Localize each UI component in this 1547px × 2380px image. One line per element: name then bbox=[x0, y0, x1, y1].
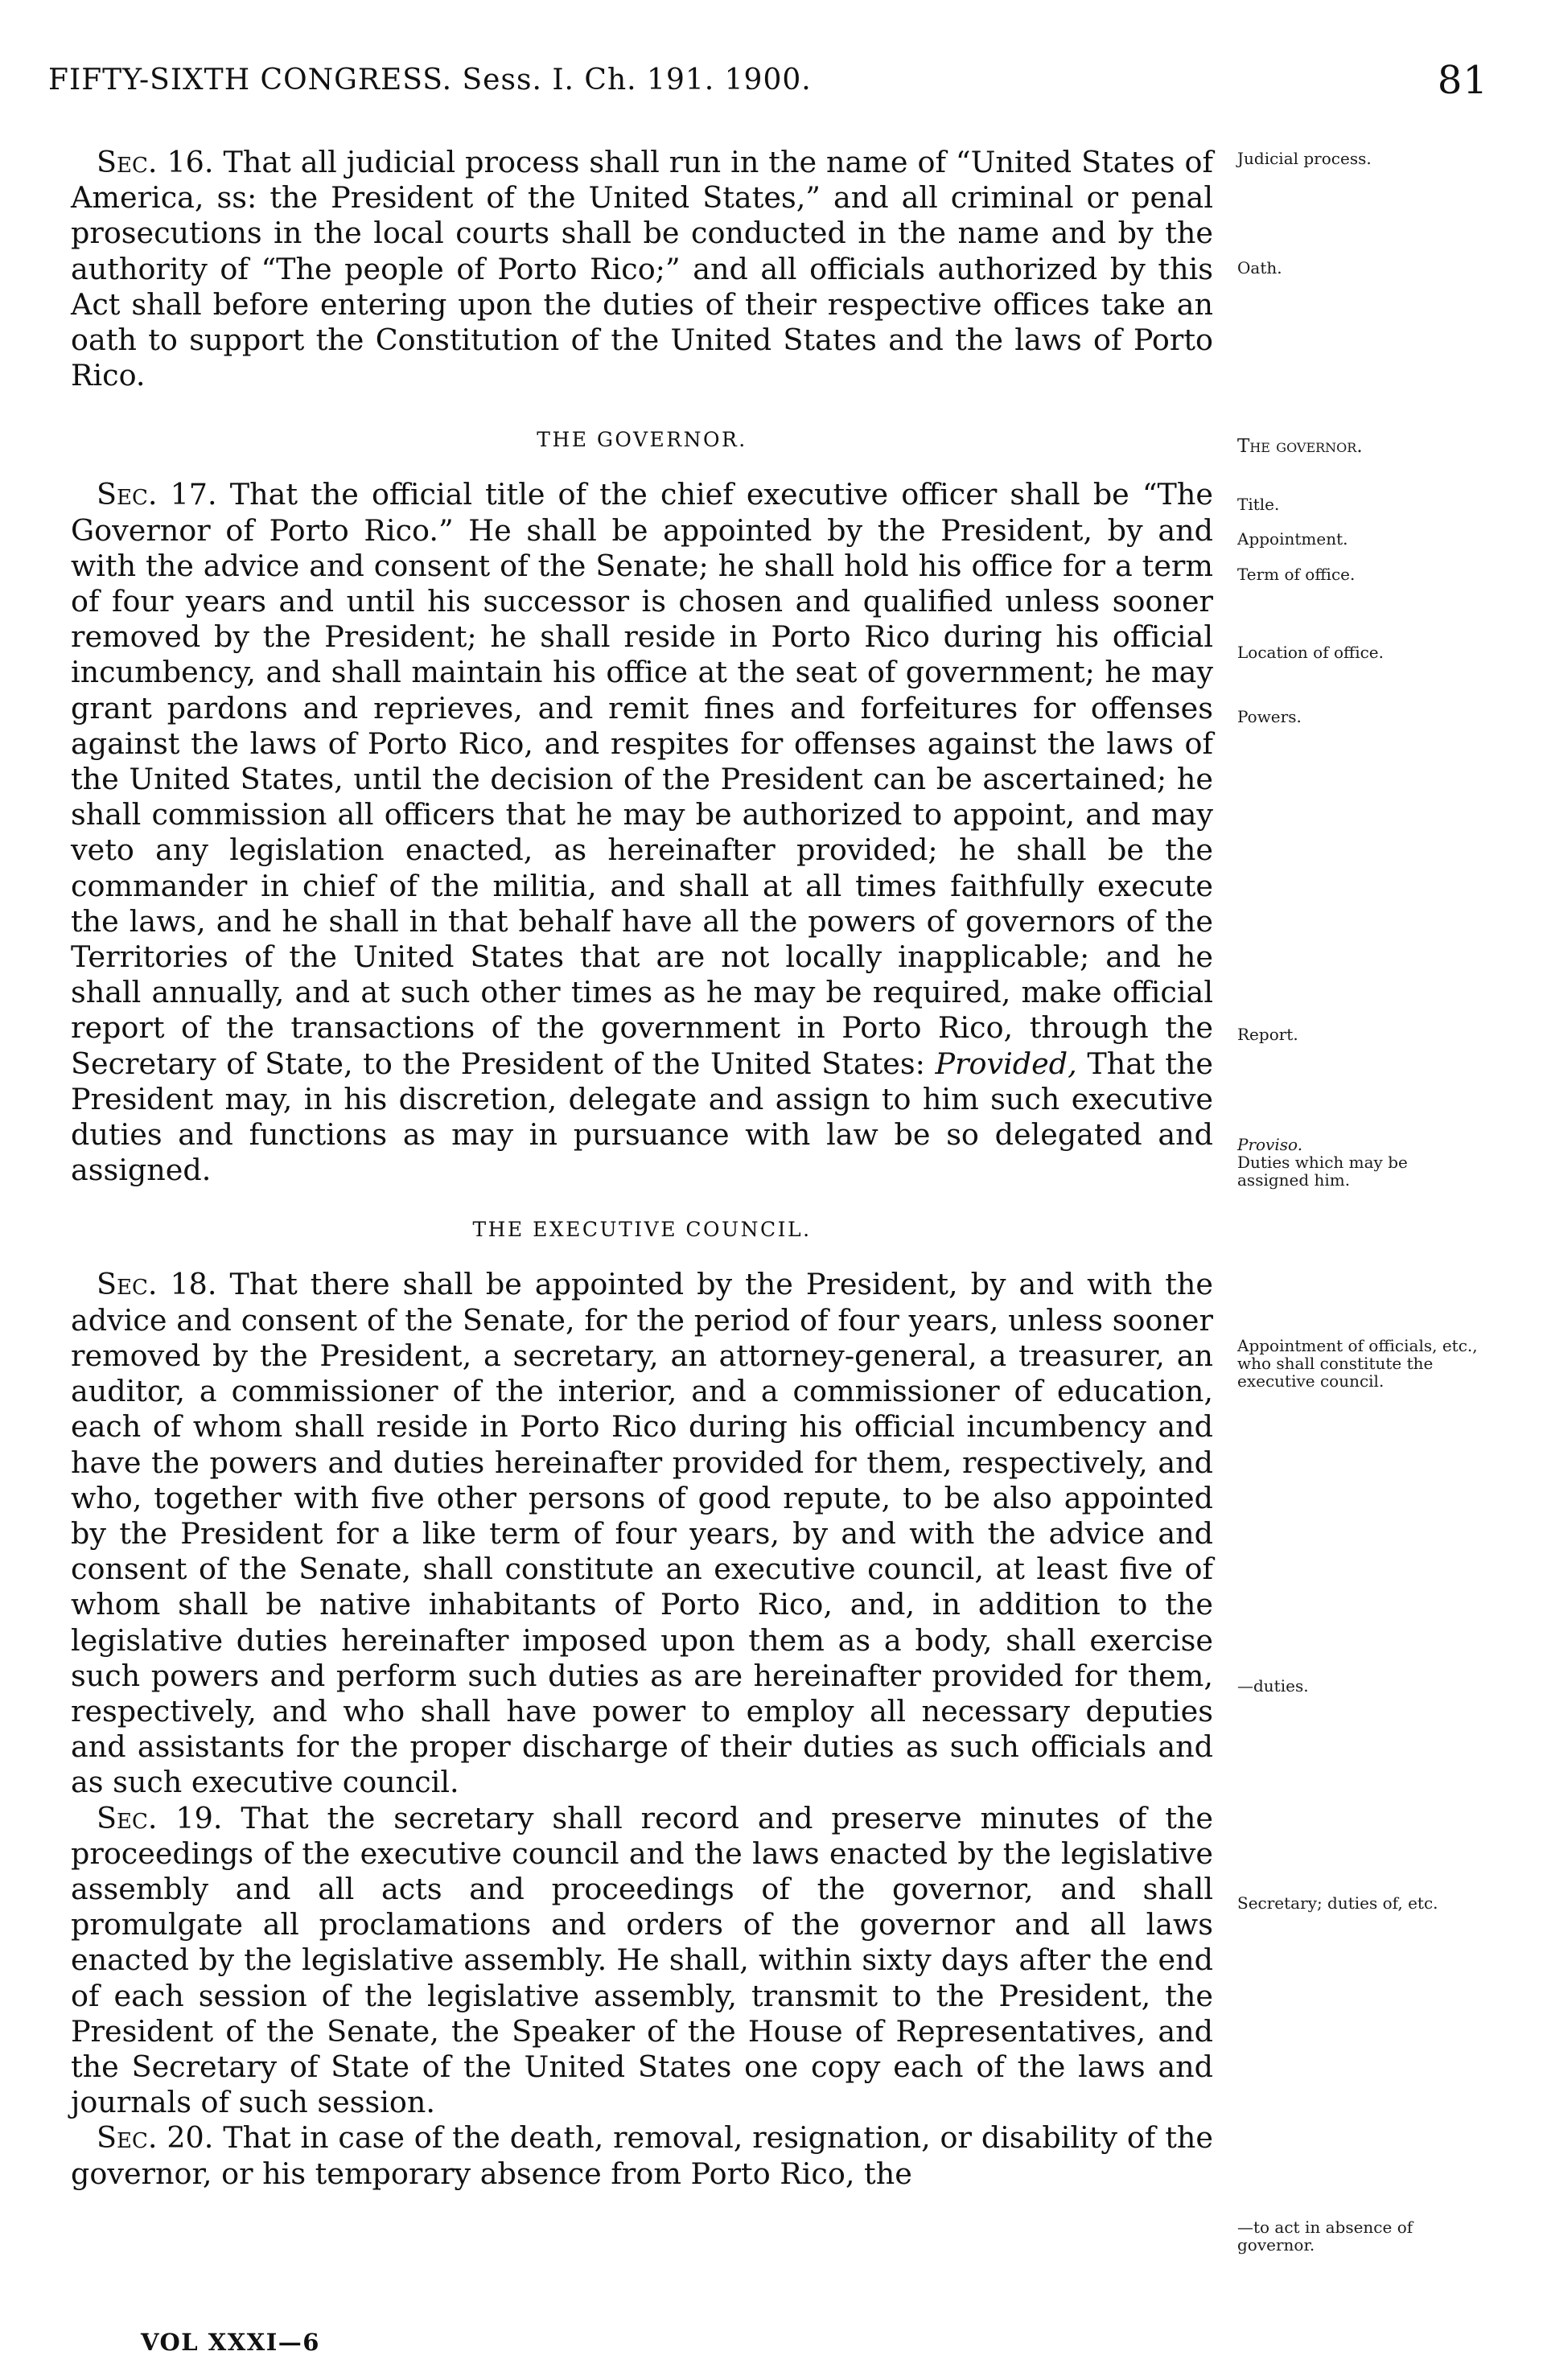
running-title: FIFTY-SIXTH CONGRESS. Sess. I. Ch. 191. 1900. bbox=[48, 64, 812, 97]
section-text: That in case of the death, removal, resignation, or disability of the governor, or his temporary absence from Porto Rico, the bbox=[71, 2120, 1213, 2191]
section-17 bbox=[71, 477, 1213, 1188]
section-text: That the secretary shall record and preserve minutes of the proceedings of the executive council and the laws enacted by the legislative assembly and all acts and proceedings of the governor, and shall promulgate all proclamations and orders of the governor and all laws enacted by the legislative assembly. He shall, within sixty days after the end of each session of the legislative assembly, transmit to the President, the President of the Senate, the Speaker of the House of Representatives, and the Secretary of State of the United States one copy each of the laws and journals of such session. bbox=[71, 1800, 1214, 2120]
section-16 bbox=[71, 145, 1213, 393]
page-number: 81 bbox=[1437, 58, 1488, 103]
margin-note-powers: Powers. bbox=[1237, 707, 1302, 726]
margin-note-proviso: Proviso. bbox=[1237, 1135, 1303, 1154]
margin-note-judicial-process: Judicial process. bbox=[1237, 149, 1372, 168]
section-lead: Sec. 16. bbox=[97, 145, 214, 179]
statute-body bbox=[71, 145, 1213, 2192]
section-20 bbox=[71, 2120, 1213, 2191]
running-head bbox=[48, 56, 1488, 105]
proviso-word: Provided, bbox=[935, 1046, 1077, 1081]
margin-note-the-governor: The governor. bbox=[1237, 436, 1363, 457]
section-lead: Sec. 17. bbox=[97, 477, 217, 512]
section-text: That all judicial process shall run in the name of “United States of America, ss: the President of the United States,” and all criminal or penal prosecutions in the local courts shall be conducted in the name and by the authority of “The people of Porto Rico;” and all officials authorized by this Act shall before entering upon the duties of their respective offices take an oath to support the Constitution of the United States and the laws of Porto Rico. bbox=[71, 145, 1213, 393]
margin-note-report: Report. bbox=[1237, 1025, 1298, 1044]
section-lead: Sec. 20. bbox=[97, 2120, 214, 2156]
section-lead: Sec. 19. bbox=[97, 1800, 223, 1835]
margin-note-act-in-absence: —to act in absence of governor. bbox=[1237, 2218, 1413, 2255]
section-text: That the official title of the chief executive officer shall be “The Governor of Porto Rico.” He shall be appointed by the President, by and with the advice and consent of the Senate; he shall hold his office for a term of four years and until his successor is chosen and qualified unless sooner removed by the President; he shall reside in Porto Rico during his official incumbency, and shall maintain his office at the seat of government; he may grant pardons and reprieves, and remit fines and forfeitures for offenses against the laws of Porto Rico, and respites for offenses against the laws of the United States, until the decision of the President can be ascertained; he shall commission all officers that he may be authorized to appoint, and may veto any legislation enacted, as hereinafter provided; he shall be the commander in chief of the militia, and shall at all times faithfully execute the laws, and he shall in that behalf have all the powers of governors of the Territories of the United States that are not locally inapplicable; and he shall annually, and at such other times as he may be required, make official report of the transactions of the government in Porto Rico, through the Secretary of State, to the President of the United States: bbox=[71, 477, 1213, 1081]
section-text-proviso: That the President may, in his discretion, delegate and assign to him such executive duties and functions as may in pursuance with law be so delegated and assigned. bbox=[71, 1046, 1213, 1188]
section-lead: Sec. 18. bbox=[97, 1267, 217, 1302]
margin-note-oath: Oath. bbox=[1237, 258, 1282, 277]
margin-note-duties-assigned: Duties which may be assigned him. bbox=[1237, 1153, 1408, 1190]
margin-note-duties: —duties. bbox=[1237, 1676, 1309, 1696]
signature-mark: VOL XXXI—6 bbox=[141, 2329, 320, 2356]
margin-note-appointment: Appointment. bbox=[1237, 529, 1348, 549]
margin-note-title: Title. bbox=[1237, 495, 1280, 514]
section-18 bbox=[71, 1267, 1213, 1800]
heading-executive-council: THE EXECUTIVE COUNCIL. bbox=[472, 1218, 812, 1242]
margin-note-term-of-office: Term of office. bbox=[1237, 565, 1356, 584]
section-text: That there shall be appointed by the President, by and with the advice and consent of the Senate, for the period of four years, unless sooner removed by the President, a secretary, an attorney-general, a treasurer, an auditor, a commissioner of the interior, and a commissioner of education, each of whom shall reside in Porto Rico during his official incumbency and have the powers and duties hereinafter provided for them, respectively, and who, together with five other persons of good repute, to be also appointed by the President for a like term of four years, by and with the advice and consent of the Senate, shall constitute an executive council, at least five of whom shall be native inhabitants of Porto Rico, and, in addition to the legislative duties hereinafter imposed upon them as a body, shall exercise such powers and perform such duties as are hereinafter provided for them, respectively, and who shall have power to employ all necessary deputies and assistants for the proper discharge of their duties as such officials and as such executive council. bbox=[71, 1267, 1213, 1800]
margin-note-location-of-office: Location of office. bbox=[1237, 643, 1384, 662]
margin-note-secretary-duties: Secretary; duties of, etc. bbox=[1237, 1893, 1438, 1913]
section-19 bbox=[71, 1801, 1213, 2121]
heading-the-governor: THE GOVERNOR. bbox=[537, 428, 747, 452]
margin-note-appointment-officials: Appointment of officials, etc., who shall constitute the executive council. bbox=[1237, 1336, 1478, 1391]
